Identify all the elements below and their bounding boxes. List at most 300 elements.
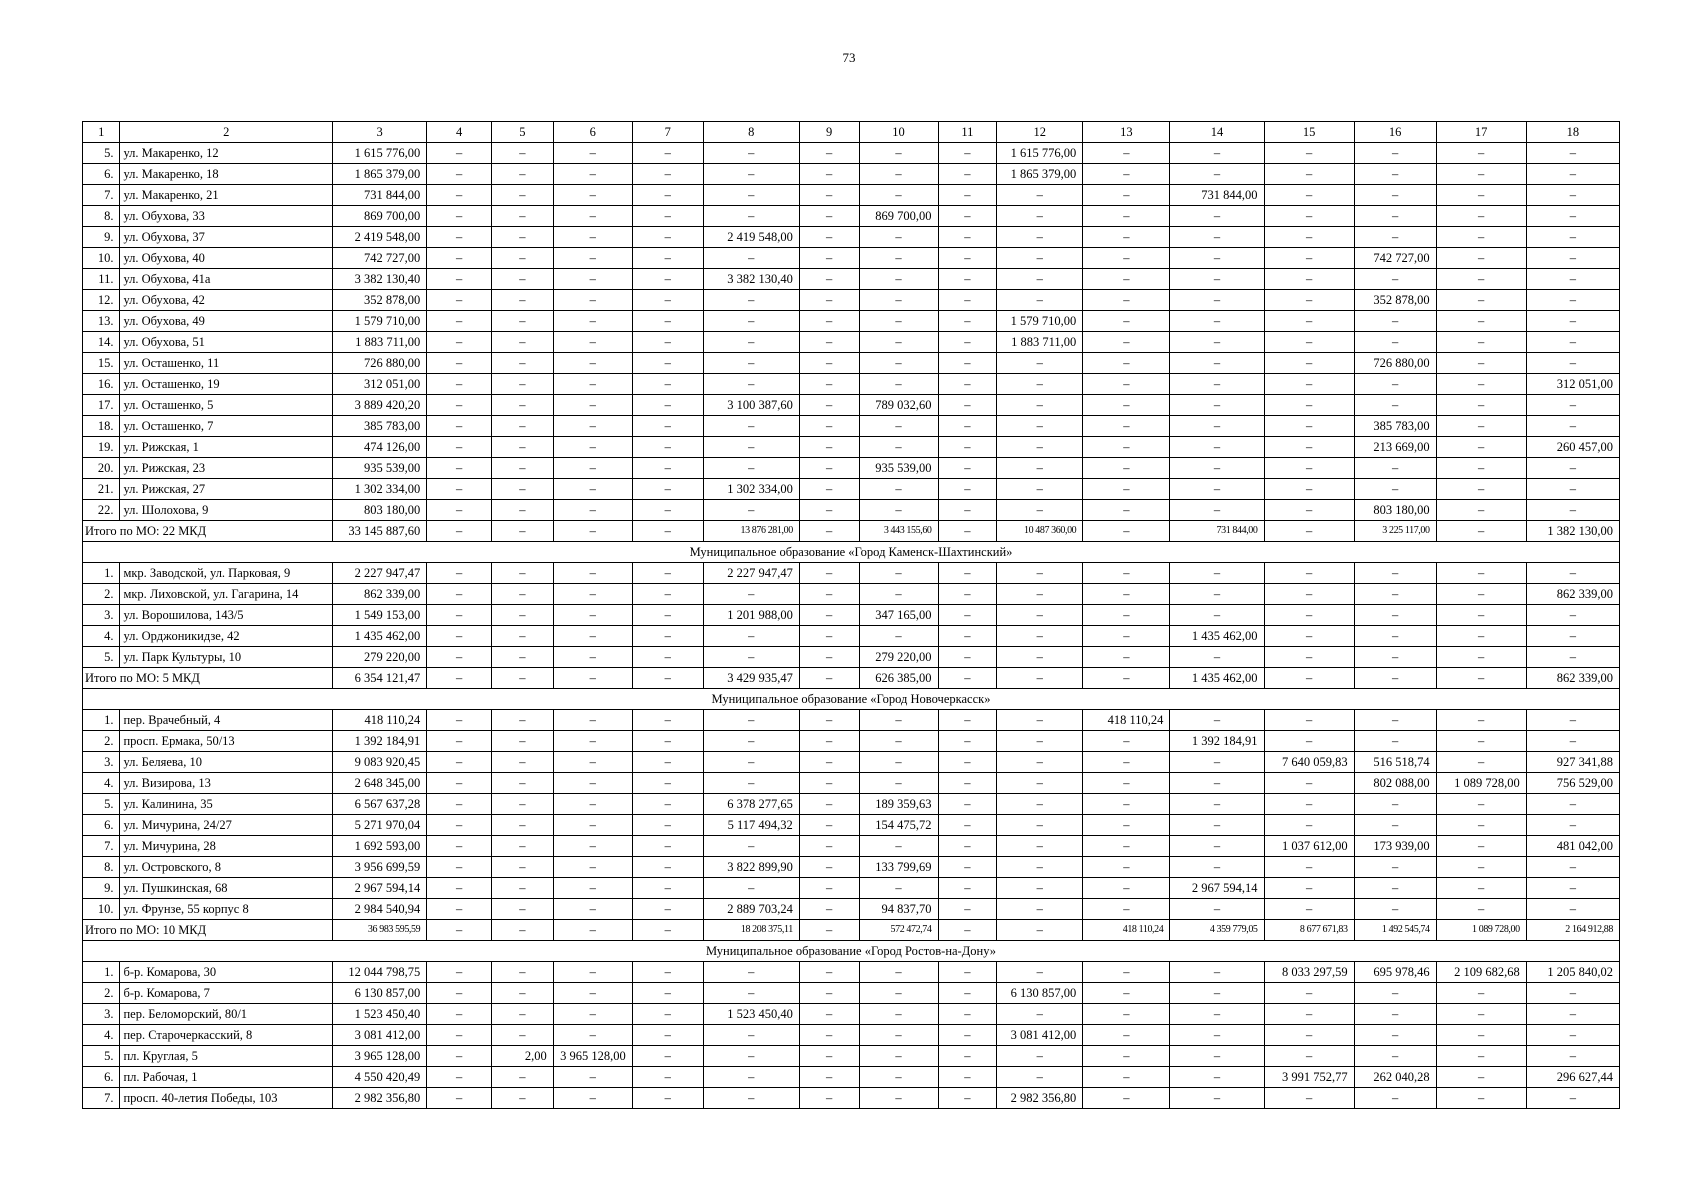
amount-cell: – [997, 1046, 1083, 1067]
amount-cell: – [799, 332, 859, 353]
amount-cell: – [1170, 416, 1264, 437]
amount-cell: – [427, 458, 492, 479]
row-number-cell: 19. [83, 437, 120, 458]
address-cell: ул. Обухова, 33 [120, 206, 333, 227]
amount-cell: – [799, 1088, 859, 1109]
amount-cell: – [1264, 500, 1354, 521]
amount-cell: – [492, 563, 554, 584]
amount-cell: – [938, 311, 997, 332]
amount-cell: – [1083, 1067, 1170, 1088]
amount-cell: – [1083, 794, 1170, 815]
amount-cell: 1 302 334,00 [333, 479, 427, 500]
amount-cell: – [799, 248, 859, 269]
amount-cell: – [1436, 605, 1526, 626]
amount-cell: – [1170, 248, 1264, 269]
amount-cell: 5 117 494,32 [703, 815, 799, 836]
amount-cell: 133 799,69 [859, 857, 938, 878]
amount-cell: – [553, 290, 632, 311]
amount-cell: – [1354, 899, 1436, 920]
amount-cell: – [1526, 857, 1619, 878]
total-cell: 418 110,24 [1083, 920, 1170, 941]
amount-cell: – [1354, 794, 1436, 815]
amount-cell: – [553, 248, 632, 269]
row-number-cell: 17. [83, 395, 120, 416]
amount-cell: – [553, 500, 632, 521]
total-label: Итого по МО: 10 МКД [83, 920, 333, 941]
amount-cell: – [492, 794, 554, 815]
amount-cell: 2 109 682,68 [1436, 962, 1526, 983]
amount-cell: – [492, 962, 554, 983]
amount-cell: – [1170, 206, 1264, 227]
table-row [83, 899, 1620, 920]
amount-cell: – [632, 647, 703, 668]
amount-cell: – [1526, 416, 1619, 437]
total-cell: – [492, 920, 554, 941]
amount-cell: – [632, 185, 703, 206]
table-row [83, 1046, 1620, 1067]
amount-cell: 1 883 711,00 [333, 332, 427, 353]
amount-cell: 789 032,60 [859, 395, 938, 416]
amount-cell: – [632, 269, 703, 290]
amount-cell: – [1083, 353, 1170, 374]
column-number-cell: 9 [799, 122, 859, 143]
address-cell: б-р. Комарова, 30 [120, 962, 333, 983]
amount-cell: – [1264, 626, 1354, 647]
address-cell: пер. Беломорский, 80/1 [120, 1004, 333, 1025]
amount-cell: – [553, 227, 632, 248]
amount-cell: 1 865 379,00 [333, 164, 427, 185]
amount-cell: 279 220,00 [859, 647, 938, 668]
amount-cell: – [427, 227, 492, 248]
amount-cell: – [1436, 395, 1526, 416]
total-cell: 731 844,00 [1170, 521, 1264, 542]
amount-cell: – [859, 164, 938, 185]
amount-cell: – [632, 437, 703, 458]
total-cell: – [553, 668, 632, 689]
amount-cell: – [1083, 416, 1170, 437]
amount-cell: – [997, 479, 1083, 500]
row-number-cell: 4. [83, 773, 120, 794]
amount-cell: – [1170, 647, 1264, 668]
amount-cell: – [553, 479, 632, 500]
amount-cell: – [1264, 227, 1354, 248]
amount-cell: – [1083, 1088, 1170, 1109]
amount-cell: – [427, 605, 492, 626]
amount-cell: – [938, 248, 997, 269]
amount-cell: – [1436, 815, 1526, 836]
amount-cell: – [997, 962, 1083, 983]
amount-cell: – [938, 374, 997, 395]
column-number-cell: 17 [1436, 122, 1526, 143]
amount-cell: – [703, 206, 799, 227]
amount-cell: 3 965 128,00 [553, 1046, 632, 1067]
amount-cell: 1 615 776,00 [333, 143, 427, 164]
amount-cell: – [1436, 899, 1526, 920]
row-number-cell: 1. [83, 563, 120, 584]
amount-cell: – [1436, 143, 1526, 164]
amount-cell: – [1083, 962, 1170, 983]
amount-cell: 312 051,00 [1526, 374, 1619, 395]
amount-cell: – [1436, 752, 1526, 773]
amount-cell: – [632, 374, 703, 395]
amount-cell: – [632, 1088, 703, 1109]
amount-cell: – [427, 1088, 492, 1109]
table-row [83, 227, 1620, 248]
table-row [83, 479, 1620, 500]
amount-cell: – [632, 479, 703, 500]
total-cell: – [938, 521, 997, 542]
amount-cell: 279 220,00 [333, 647, 427, 668]
address-cell: ул. Визирова, 13 [120, 773, 333, 794]
amount-cell: – [1264, 773, 1354, 794]
address-cell: ул. Обухова, 40 [120, 248, 333, 269]
amount-cell: – [997, 500, 1083, 521]
table-row [83, 248, 1620, 269]
amount-cell: 2 227 947,47 [703, 563, 799, 584]
amount-cell: – [553, 815, 632, 836]
amount-cell: 927 341,88 [1526, 752, 1619, 773]
amount-cell: – [1264, 437, 1354, 458]
amount-cell: – [1170, 269, 1264, 290]
amount-cell: – [553, 584, 632, 605]
amount-cell: – [492, 773, 554, 794]
table-row [83, 269, 1620, 290]
amount-cell: 2 419 548,00 [333, 227, 427, 248]
amount-cell: – [1526, 311, 1619, 332]
amount-cell: – [632, 773, 703, 794]
amount-cell: – [1083, 227, 1170, 248]
address-cell: пл. Круглая, 5 [120, 1046, 333, 1067]
total-cell: 4 359 779,05 [1170, 920, 1264, 941]
amount-cell: – [553, 1067, 632, 1088]
amount-cell: 1 549 153,00 [333, 605, 427, 626]
amount-cell: – [553, 395, 632, 416]
amount-cell: – [1526, 458, 1619, 479]
amount-cell: – [1436, 479, 1526, 500]
amount-cell: – [799, 374, 859, 395]
amount-cell: – [1264, 164, 1354, 185]
amount-cell: – [1526, 143, 1619, 164]
amount-cell: – [1264, 206, 1354, 227]
amount-cell: – [1526, 500, 1619, 521]
amount-cell: – [703, 710, 799, 731]
amount-cell: – [1083, 1004, 1170, 1025]
amount-cell: – [553, 647, 632, 668]
amount-cell: – [553, 899, 632, 920]
section-row [83, 941, 1620, 962]
column-number-cell: 12 [997, 122, 1083, 143]
amount-cell: – [997, 857, 1083, 878]
amount-cell: – [1526, 248, 1619, 269]
amount-cell: – [938, 458, 997, 479]
amount-cell: – [1170, 374, 1264, 395]
amount-cell: – [632, 500, 703, 521]
amount-cell: – [1264, 395, 1354, 416]
amount-cell: – [938, 899, 997, 920]
total-cell: 3 443 155,60 [859, 521, 938, 542]
total-cell: 1 435 462,00 [1170, 668, 1264, 689]
amount-cell: – [1354, 1088, 1436, 1109]
amount-cell: – [1170, 962, 1264, 983]
amount-cell: 802 088,00 [1354, 773, 1436, 794]
amount-cell: – [1083, 185, 1170, 206]
amount-cell: – [997, 563, 1083, 584]
amount-cell: – [703, 164, 799, 185]
amount-cell: – [492, 437, 554, 458]
row-number-cell: 5. [83, 647, 120, 668]
amount-cell: – [427, 815, 492, 836]
amount-cell: – [1526, 1004, 1619, 1025]
amount-cell: 3 965 128,00 [333, 1046, 427, 1067]
row-number-cell: 5. [83, 1046, 120, 1067]
amount-cell: – [427, 290, 492, 311]
amount-cell: – [1526, 164, 1619, 185]
amount-cell: – [427, 353, 492, 374]
amount-cell: 1 523 450,40 [333, 1004, 427, 1025]
amount-cell: – [1264, 290, 1354, 311]
amount-cell: – [1170, 458, 1264, 479]
address-cell: ул. Рижская, 27 [120, 479, 333, 500]
amount-cell: – [938, 626, 997, 647]
amount-cell: – [859, 878, 938, 899]
total-cell: – [427, 521, 492, 542]
amount-cell: – [632, 836, 703, 857]
row-number-cell: 8. [83, 857, 120, 878]
row-number-cell: 5. [83, 794, 120, 815]
table-row [83, 773, 1620, 794]
amount-cell: – [1264, 815, 1354, 836]
amount-cell: – [859, 773, 938, 794]
amount-cell: – [938, 962, 997, 983]
total-cell: – [1083, 668, 1170, 689]
amount-cell: – [1526, 206, 1619, 227]
address-cell: мкр. Заводской, ул. Парковая, 9 [120, 563, 333, 584]
amount-cell: – [859, 500, 938, 521]
amount-cell: – [553, 962, 632, 983]
amount-cell: – [632, 605, 703, 626]
total-cell: – [492, 668, 554, 689]
amount-cell: – [1264, 605, 1354, 626]
row-number-cell: 1. [83, 710, 120, 731]
amount-cell: – [427, 710, 492, 731]
amount-cell: 695 978,46 [1354, 962, 1436, 983]
amount-cell: – [859, 626, 938, 647]
amount-cell: – [427, 1046, 492, 1067]
amount-cell: – [1264, 353, 1354, 374]
amount-cell: – [1436, 311, 1526, 332]
amount-cell: – [427, 983, 492, 1004]
amount-cell: 1 579 710,00 [997, 311, 1083, 332]
amount-cell: – [553, 185, 632, 206]
table-row [83, 311, 1620, 332]
table-row [83, 605, 1620, 626]
table-row [83, 374, 1620, 395]
amount-cell: 312 051,00 [333, 374, 427, 395]
section-title: Муниципальное образование «Город Ростов-на-Дону» [83, 941, 1620, 962]
amount-cell: – [938, 206, 997, 227]
table-row [83, 290, 1620, 311]
amount-cell: 1 579 710,00 [333, 311, 427, 332]
amount-cell: – [1170, 164, 1264, 185]
row-number-cell: 2. [83, 584, 120, 605]
address-cell: просп. Ермака, 50/13 [120, 731, 333, 752]
row-number-cell: 15. [83, 353, 120, 374]
amount-cell: – [938, 1067, 997, 1088]
amount-cell: – [799, 1025, 859, 1046]
amount-cell: – [799, 962, 859, 983]
amount-cell: – [1354, 1046, 1436, 1067]
amount-cell: – [492, 164, 554, 185]
amount-cell: – [1264, 647, 1354, 668]
amount-cell: 9 083 920,45 [333, 752, 427, 773]
amount-cell: – [703, 1025, 799, 1046]
amount-cell: – [1170, 143, 1264, 164]
amount-cell: – [703, 647, 799, 668]
amount-cell: – [1264, 983, 1354, 1004]
row-number-cell: 21. [83, 479, 120, 500]
amount-cell: – [427, 164, 492, 185]
row-number-cell: 9. [83, 227, 120, 248]
amount-cell: – [492, 1088, 554, 1109]
amount-cell: – [1436, 836, 1526, 857]
amount-cell: – [997, 647, 1083, 668]
amount-cell: 189 359,63 [859, 794, 938, 815]
amount-cell: – [632, 206, 703, 227]
table-row [83, 815, 1620, 836]
total-cell: – [799, 668, 859, 689]
total-cell: – [427, 668, 492, 689]
amount-cell: 12 044 798,75 [333, 962, 427, 983]
amount-cell: – [427, 437, 492, 458]
amount-cell: 3 382 130,40 [703, 269, 799, 290]
amount-cell: – [799, 626, 859, 647]
amount-cell: 516 518,74 [1354, 752, 1436, 773]
amount-cell: – [997, 584, 1083, 605]
amount-cell: – [1083, 290, 1170, 311]
amount-cell: – [1083, 479, 1170, 500]
address-cell: ул. Обухова, 49 [120, 311, 333, 332]
amount-cell: – [553, 773, 632, 794]
amount-cell: – [1170, 500, 1264, 521]
table-row [83, 185, 1620, 206]
amount-cell: 3 822 899,90 [703, 857, 799, 878]
table-row [83, 353, 1620, 374]
total-cell: – [799, 521, 859, 542]
amount-cell: – [553, 269, 632, 290]
total-cell: – [632, 920, 703, 941]
amount-cell: – [492, 479, 554, 500]
amount-cell: – [1264, 710, 1354, 731]
amount-cell: 2 967 594,14 [333, 878, 427, 899]
amount-cell: – [1083, 773, 1170, 794]
amount-cell: 4 550 420,49 [333, 1067, 427, 1088]
column-number-cell: 4 [427, 122, 492, 143]
amount-cell: – [1436, 563, 1526, 584]
amount-cell: – [997, 794, 1083, 815]
amount-cell: – [1083, 878, 1170, 899]
amount-cell: – [1170, 290, 1264, 311]
amount-cell: – [427, 479, 492, 500]
amount-cell: – [1264, 332, 1354, 353]
table-row [83, 143, 1620, 164]
amount-cell: – [1436, 437, 1526, 458]
address-cell: ул. Осташенко, 7 [120, 416, 333, 437]
amount-cell: – [1526, 983, 1619, 1004]
amount-cell: – [492, 1004, 554, 1025]
amount-cell: – [997, 353, 1083, 374]
amount-cell: – [553, 458, 632, 479]
amount-cell: – [632, 815, 703, 836]
amount-cell: – [427, 206, 492, 227]
amount-cell: – [632, 1025, 703, 1046]
total-cell: 626 385,00 [859, 668, 938, 689]
table-row [83, 332, 1620, 353]
row-number-cell: 18. [83, 416, 120, 437]
amount-cell: – [1436, 1004, 1526, 1025]
total-cell: 1 089 728,00 [1436, 920, 1526, 941]
amount-cell: – [553, 206, 632, 227]
row-number-cell: 7. [83, 185, 120, 206]
table-row [83, 458, 1620, 479]
amount-cell: – [427, 878, 492, 899]
amount-cell: – [799, 143, 859, 164]
amount-cell: – [1354, 815, 1436, 836]
row-number-cell: 8. [83, 206, 120, 227]
amount-cell: – [1436, 185, 1526, 206]
amount-cell: – [553, 626, 632, 647]
amount-cell: – [1083, 248, 1170, 269]
amount-cell: 731 844,00 [333, 185, 427, 206]
amount-cell: – [938, 1004, 997, 1025]
amount-cell: – [1170, 857, 1264, 878]
amount-cell: – [1264, 374, 1354, 395]
amount-cell: – [492, 206, 554, 227]
amount-cell: – [1354, 584, 1436, 605]
amount-cell: – [427, 647, 492, 668]
amount-cell: – [938, 332, 997, 353]
amount-cell: – [938, 647, 997, 668]
amount-cell: – [1436, 374, 1526, 395]
column-number-cell: 16 [1354, 122, 1436, 143]
amount-cell: – [427, 752, 492, 773]
amount-cell: – [938, 437, 997, 458]
address-cell: ул. Обухова, 42 [120, 290, 333, 311]
amount-cell: – [632, 248, 703, 269]
amount-cell: 418 110,24 [333, 710, 427, 731]
address-cell: ул. Беляева, 10 [120, 752, 333, 773]
amount-cell: – [492, 626, 554, 647]
amount-cell: – [997, 752, 1083, 773]
amount-cell: – [938, 1025, 997, 1046]
amount-cell: – [1526, 479, 1619, 500]
address-cell: ул. Ворошилова, 143/5 [120, 605, 333, 626]
amount-cell: – [703, 836, 799, 857]
amount-cell: – [799, 164, 859, 185]
amount-cell: – [997, 227, 1083, 248]
total-cell: 862 339,00 [1526, 668, 1619, 689]
row-number-cell: 3. [83, 605, 120, 626]
amount-cell: – [632, 626, 703, 647]
row-number-cell: 10. [83, 248, 120, 269]
amount-cell: – [1083, 605, 1170, 626]
amount-cell: – [1436, 626, 1526, 647]
amount-cell: – [1354, 395, 1436, 416]
amount-cell: – [703, 416, 799, 437]
amount-cell: – [938, 290, 997, 311]
amount-cell: – [938, 563, 997, 584]
amount-cell: – [427, 332, 492, 353]
row-number-cell: 7. [83, 1088, 120, 1109]
